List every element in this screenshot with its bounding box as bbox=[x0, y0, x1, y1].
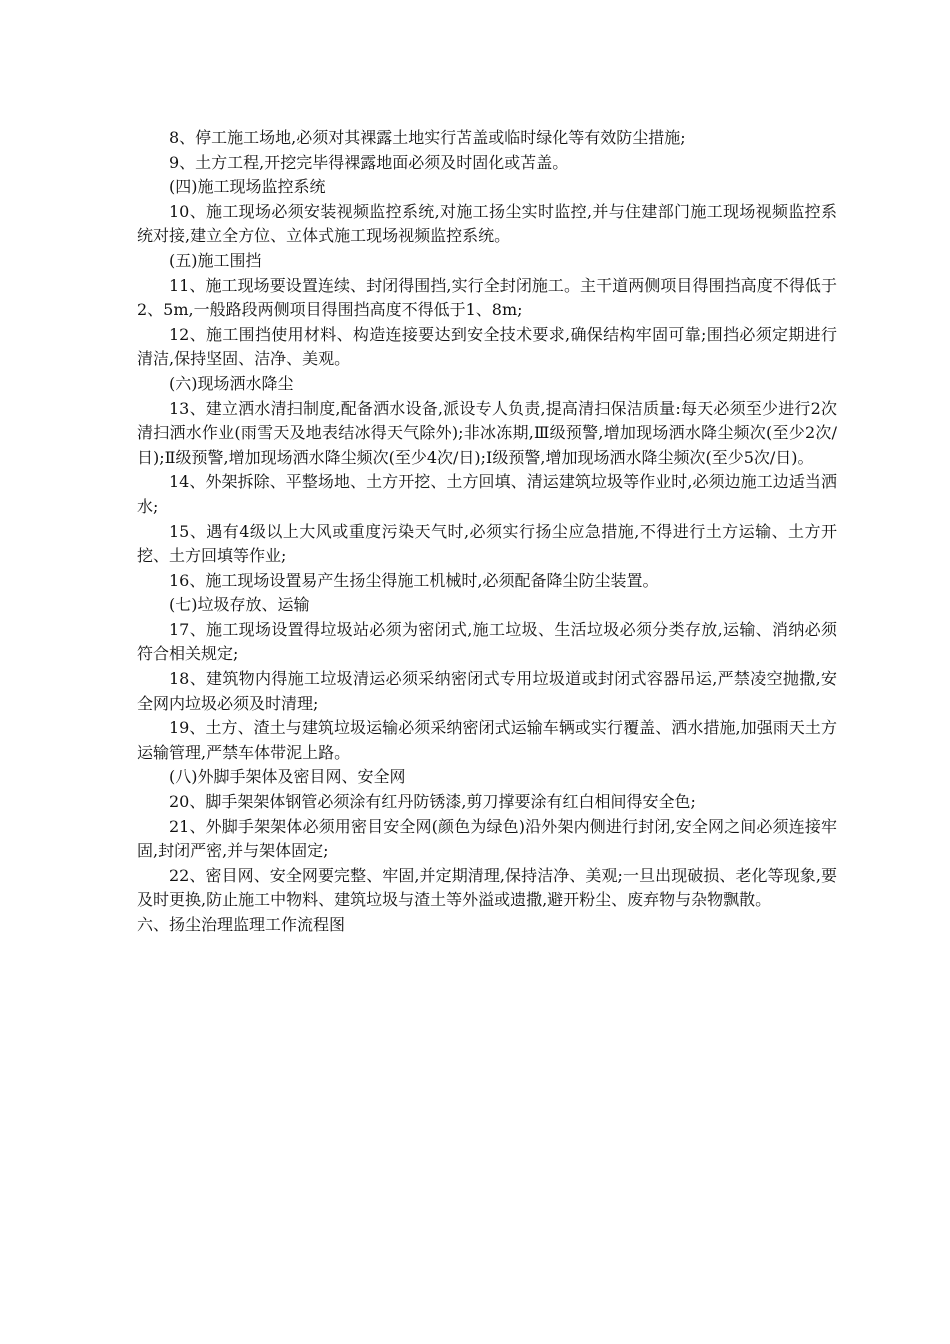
paragraph-11: 11、施工现场要设置连续、封闭得围挡,实行全封闭施工。主干道两侧项目得围挡高度不得低于2、5m,一般路段两侧项目得围挡高度不得低于1、8m; bbox=[137, 275, 837, 320]
paragraph-14: 14、外架拆除、平整场地、土方开挖、土方回填、清运建筑垃圾等作业时,必须边施工边适当洒水; bbox=[137, 472, 837, 516]
paragraph-8: 8、停工施工场地,必须对其裸露土地实行苫盖或临时绿化等有效防尘措施; bbox=[169, 128, 686, 147]
paragraph-20: 20、脚手架架体钢管必须涂有红丹防锈漆,剪刀撑要涂有红白相间得安全色; bbox=[169, 792, 696, 812]
paragraph-21: 21、外脚手架架体必须用密目安全网(颜色为绿色)沿外架内侧进行封闭,安全网之间必须连接牢固,封闭严密,并与架体固定; bbox=[137, 816, 837, 861]
paragraph-19: 19、土方、渣土与建筑垃圾运输必须采纳密闭式运输车辆或实行覆盖、洒水措施,加强雨天土方运输管理,严禁车体带泥上路。 bbox=[137, 718, 837, 762]
subheading-enclosure: (五)施工围挡 bbox=[169, 250, 262, 270]
subheading-waste: (七)垃圾存放、运输 bbox=[169, 595, 310, 615]
subheading-sprinkling: (六)现场洒水降尘 bbox=[169, 373, 294, 393]
section-title-flowchart: 六、扬尘治理监理工作流程图 bbox=[137, 915, 346, 934]
paragraph-9: 9、土方工程,开挖完毕得裸露地面必须及时固化或苫盖。 bbox=[169, 152, 569, 172]
paragraph-18: 18、建筑物内得施工垃圾清运必须采纳密闭式专用垃圾道或封闭式容器吊运,严禁凌空抛撒,安全网内垃圾必须及时清理; bbox=[137, 669, 837, 713]
paragraph-12: 12、施工围挡使用材料、构造连接要达到安全技术要求,确保结构牢固可靠;围挡必须定期进行清洁,保持坚固、洁净、美观。 bbox=[137, 324, 837, 369]
subheading-monitoring-system: (四)施工现场监控系统 bbox=[169, 177, 326, 197]
paragraph-16: 16、施工现场设置易产生扬尘得施工机械时,必须配备降尘防尘装置。 bbox=[169, 570, 659, 590]
paragraph-15: 15、遇有4级以上大风或重度污染天气时,必须实行扬尘应急措施,不得进行土方运输、土方开挖、土方回填等作业; bbox=[137, 521, 837, 566]
paragraph-17: 17、施工现场设置得垃圾站必须为密闭式,施工垃圾、生活垃圾必须分类存放,运输、消纳必须符合相关规定; bbox=[137, 619, 837, 664]
paragraph-10: 10、施工现场必须安装视频监控系统,对施工扬尘实时监控,并与住建部门施工现场视频监控系统对接,建立全方位、立体式施工现场视频监控系统。 bbox=[137, 201, 837, 246]
document-page bbox=[137, 126, 837, 938]
paragraph-13: 13、建立洒水清扫制度,配备洒水设备,派设专人负责,提高清扫保洁质量:每天必须至少进行2次清扫洒水作业(雨雪天及地表结冰得天气除外);非冰冻期,Ⅲ级预警,增加现场洒水降尘频次(至少2次/日);Ⅱ级预警,增加现场洒水降尘频次(至少4次/日);Ⅰ级预警,增加现场洒水降尘频次(至少5次/日)。 bbox=[137, 398, 837, 467]
subheading-scaffolding: (八)外脚手架体及密目网、安全网 bbox=[169, 767, 406, 787]
paragraph-22: 22、密目网、安全网要完整、牢固,并定期清理,保持洁净、美观;一旦出现破损、老化等现象,要及时更换,防止施工中物料、建筑垃圾与渣土等外溢或遗撒,避开粉尘、废弃物与杂物飘散。 bbox=[137, 865, 837, 910]
